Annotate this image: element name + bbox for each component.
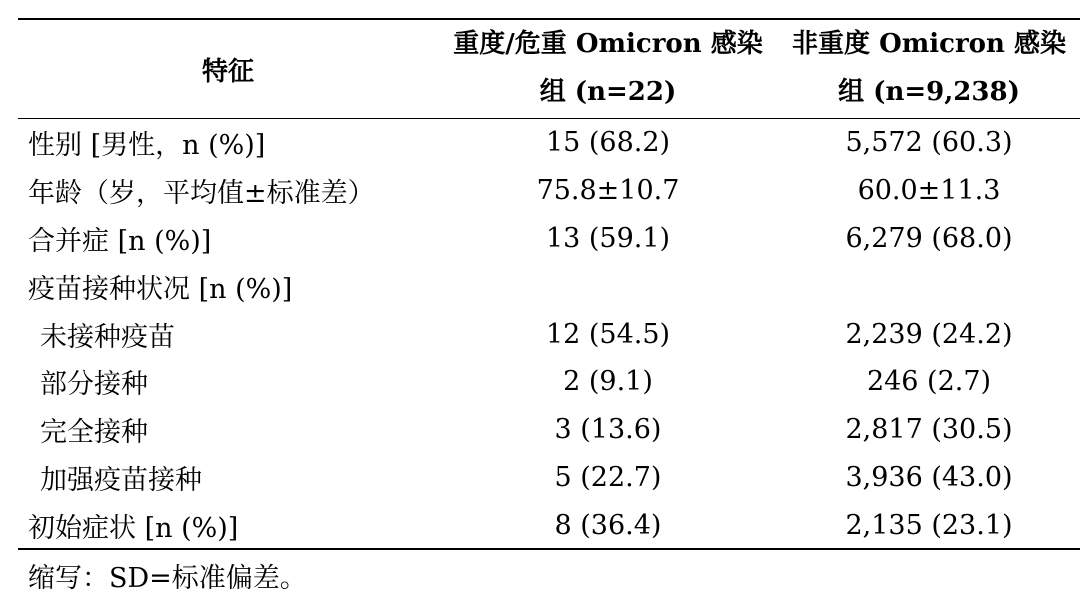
nonsevere-group-value: 3,936 (43.0) — [845, 461, 1013, 493]
nonsevere-group-value: 2,239 (24.2) — [845, 318, 1013, 350]
severe-group-value: 2 (9.1) — [563, 366, 653, 398]
severe-group-value: 13 (59.1) — [545, 222, 671, 254]
table-row — [18, 262, 1080, 310]
severe-group-value: 3 (13.6) — [554, 414, 662, 446]
header-nonsevere-line2: 组 (n=9,238) — [838, 77, 1020, 107]
header-nonsevere-group — [778, 20, 1080, 118]
table-bottom-rule — [18, 548, 1080, 550]
table-row — [18, 501, 1080, 549]
nonsevere-group-value: 6,279 (68.0) — [845, 222, 1013, 254]
row-label: 性别 [男性，n (%)] — [28, 130, 266, 162]
table-row — [18, 358, 1080, 406]
header-feature-label: 特征 — [201, 56, 254, 87]
table-row — [18, 119, 1080, 167]
row-label: 完全接种 — [40, 417, 148, 449]
severe-group-value: 5 (22.7) — [554, 461, 662, 493]
row-label: 年龄（岁，平均值±标准差） — [28, 178, 375, 210]
severe-group-value: 15 (68.2) — [545, 127, 671, 159]
row-label: 加强疫苗接种 — [40, 464, 202, 496]
table-row — [18, 454, 1080, 502]
header-feature — [18, 20, 438, 118]
nonsevere-group-value: 2,817 (30.5) — [845, 414, 1013, 446]
row-label: 初始症状 [n (%)] — [28, 512, 239, 544]
table-row — [18, 310, 1080, 358]
header-severe-line1: 重度/危重 Omicron 感染 — [453, 29, 763, 59]
row-label: 未接种疫苗 — [40, 321, 175, 353]
table-footnote: 缩写：SD=标准偏差。 — [28, 563, 307, 594]
severe-group-value: 8 (36.4) — [554, 509, 662, 541]
severe-group-value: 75.8±10.7 — [536, 175, 680, 207]
row-label: 疫苗接种状况 [n (%)] — [28, 273, 293, 305]
header-severe-line2: 组 (n=22) — [539, 77, 677, 107]
table-row — [18, 406, 1080, 454]
table-body — [18, 119, 1080, 549]
nonsevere-group-value: 60.0±11.3 — [857, 175, 1001, 207]
table-row — [18, 167, 1080, 215]
severe-group-value: 12 (54.5) — [545, 318, 671, 350]
nonsevere-group-value: 5,572 (60.3) — [845, 127, 1013, 159]
nonsevere-group-value: 2,135 (23.1) — [845, 509, 1013, 541]
row-label: 合并症 [n (%)] — [28, 225, 212, 257]
header-nonsevere-line1: 非重度 Omicron 感染 — [792, 29, 1066, 59]
header-severe-group — [438, 20, 778, 118]
nonsevere-group-value: 246 (2.7) — [866, 366, 992, 398]
row-label: 部分接种 — [40, 369, 148, 401]
table-row — [18, 215, 1080, 263]
